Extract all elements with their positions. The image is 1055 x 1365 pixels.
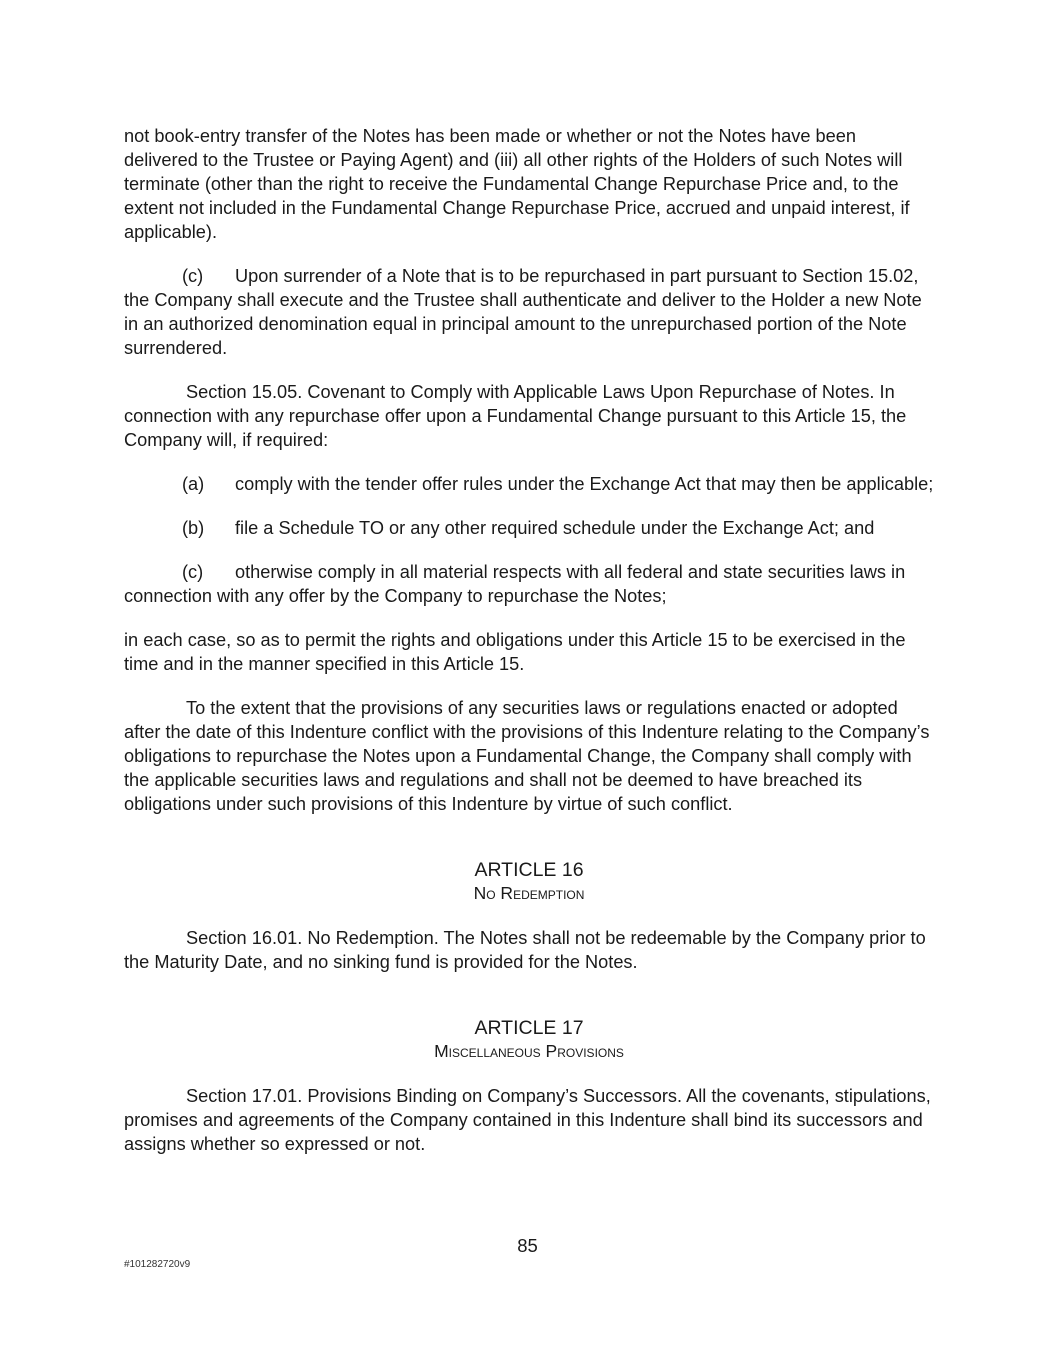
clause-text: otherwise comply in all material respects with all federal and state securities laws in connection with any offer by the Company to repurchase the Notes; xyxy=(124,562,906,606)
clause-label: (a) xyxy=(182,474,205,494)
clause-b-schedule-to xyxy=(124,516,934,540)
section-15-05: Section 15.05. Covenant to Comply with Applicable Laws Upon Repurchase of Notes. In connection with any repurchase offer upon a Fundamental Change pursuant to this Article 15, the Company will, if required: xyxy=(124,382,907,450)
clause-c-comply xyxy=(124,560,934,608)
continuation-paragraph: not book-entry transfer of the Notes has been made or whether or not the Notes have been delivered to the Trustee or Paying Agent) and (iii) all other rights of the Holders of such Notes will terminate (other than the right to receive the Fundamental Change Repurchase Price and, to the extent not included in the Fundamental Change Repurchase Price, accrued and unpaid interest, if applicable). xyxy=(124,126,910,242)
article-17-heading xyxy=(124,1016,934,1062)
section-16-01: Section 16.01. No Redemption. The Notes shall not be redeemable by the Company prior to the Maturity Date, and no sinking fund is provided for the Notes. xyxy=(124,928,926,972)
article-number: ARTICLE 17 xyxy=(474,1017,584,1039)
clause-label: (c) xyxy=(182,562,204,582)
clause-c-new-note xyxy=(124,264,934,360)
each-case-paragraph: in each case, so as to permit the rights and obligations under this Article 15 to be exercised in the time and in the manner specified in this Article 15. xyxy=(124,630,906,674)
clause-label: (b) xyxy=(182,518,205,538)
document-body xyxy=(124,124,934,1176)
document-id: #101282720v9 xyxy=(124,1259,191,1270)
article-number: ARTICLE 16 xyxy=(474,859,584,881)
article-title: Miscellaneous Provisions xyxy=(434,1041,624,1061)
clause-text: Upon surrender of a Note that is to be repurchased in part pursuant to Section 15.02, the Company shall execute and the Trustee shall authenticate and deliver to the Holder a new Note in an authorized denomination equal in principal amount to the unrepurchased portion of the Note surrendered. xyxy=(124,266,922,358)
article-16-heading xyxy=(124,858,934,904)
clause-text: comply with the tender offer rules under the Exchange Act that may then be applicable; xyxy=(235,474,934,494)
page-number: 85 xyxy=(517,1235,538,1256)
extent-paragraph: To the extent that the provisions of any securities laws or regulations enacted or adopted after the date of this Indenture conflict with the provisions of this Indenture relating to the Company’s obligations to repurchase the Notes upon a Fundamental Change, the Company shall comply with the applicable securities laws and regulations and shall not be deemed to have breached its obligations under such provisions of this Indenture by virtue of such conflict. xyxy=(124,698,930,814)
clause-label: (c) xyxy=(182,266,204,286)
section-17-01: Section 17.01. Provisions Binding on Company’s Successors. All the covenants, stipulations, promises and agreements of the Company contained in this Indenture shall bind its successors and assigns whether so expressed or not. xyxy=(124,1086,931,1154)
article-title: No Redemption xyxy=(473,883,585,903)
clause-a-tender-offer xyxy=(124,472,934,496)
clause-text: file a Schedule TO or any other required schedule under the Exchange Act; and xyxy=(235,518,875,538)
